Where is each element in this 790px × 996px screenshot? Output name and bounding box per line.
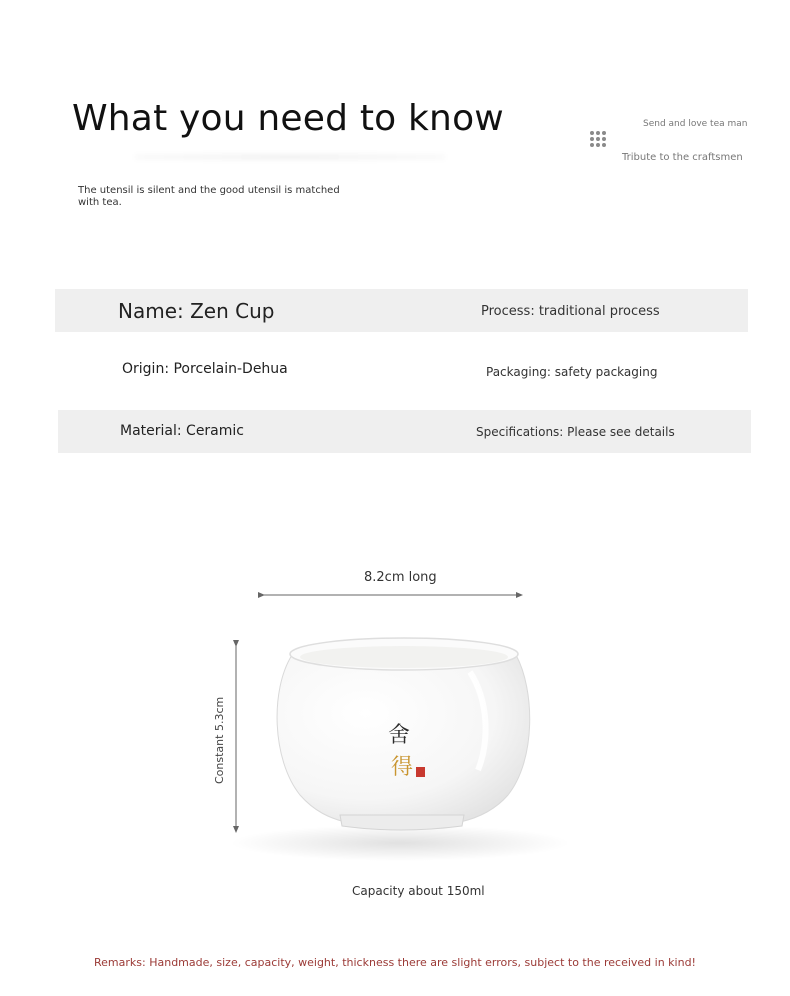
spec-name: Name: Zen Cup (118, 299, 275, 323)
calligraphy-char-2: 得 (391, 755, 414, 780)
spec-origin: Origin: Porcelain-Dehua (122, 361, 288, 377)
cup-inner (300, 646, 508, 668)
spec-specifications: Specifications: Please see details (476, 425, 675, 439)
spec-material: Material: Ceramic (120, 423, 244, 439)
spec-packaging: Packaging: safety packaging (486, 365, 658, 379)
cup-foot (340, 815, 464, 830)
tagline-bottom: Tribute to the craftsmen (622, 152, 743, 163)
red-seal (416, 767, 425, 777)
page-title: What you need to know (72, 98, 504, 139)
width-dimension-label: 8.2cm long (364, 570, 437, 585)
page-subtitle: The utensil is silent and the good utensil is matched with tea. (78, 185, 340, 208)
height-dimension-label: Constant 5.3cm (213, 696, 226, 784)
spec-process: Process: traditional process (481, 304, 660, 319)
tagline-top: Send and love tea man (643, 119, 748, 129)
capacity-label: Capacity about 150ml (352, 884, 485, 898)
calligraphy-char-1: 舍 (388, 723, 411, 748)
remarks-text: Remarks: Handmade, size, capacity, weight, thickness there are slight errors, subject to the received in kind! (94, 956, 696, 969)
